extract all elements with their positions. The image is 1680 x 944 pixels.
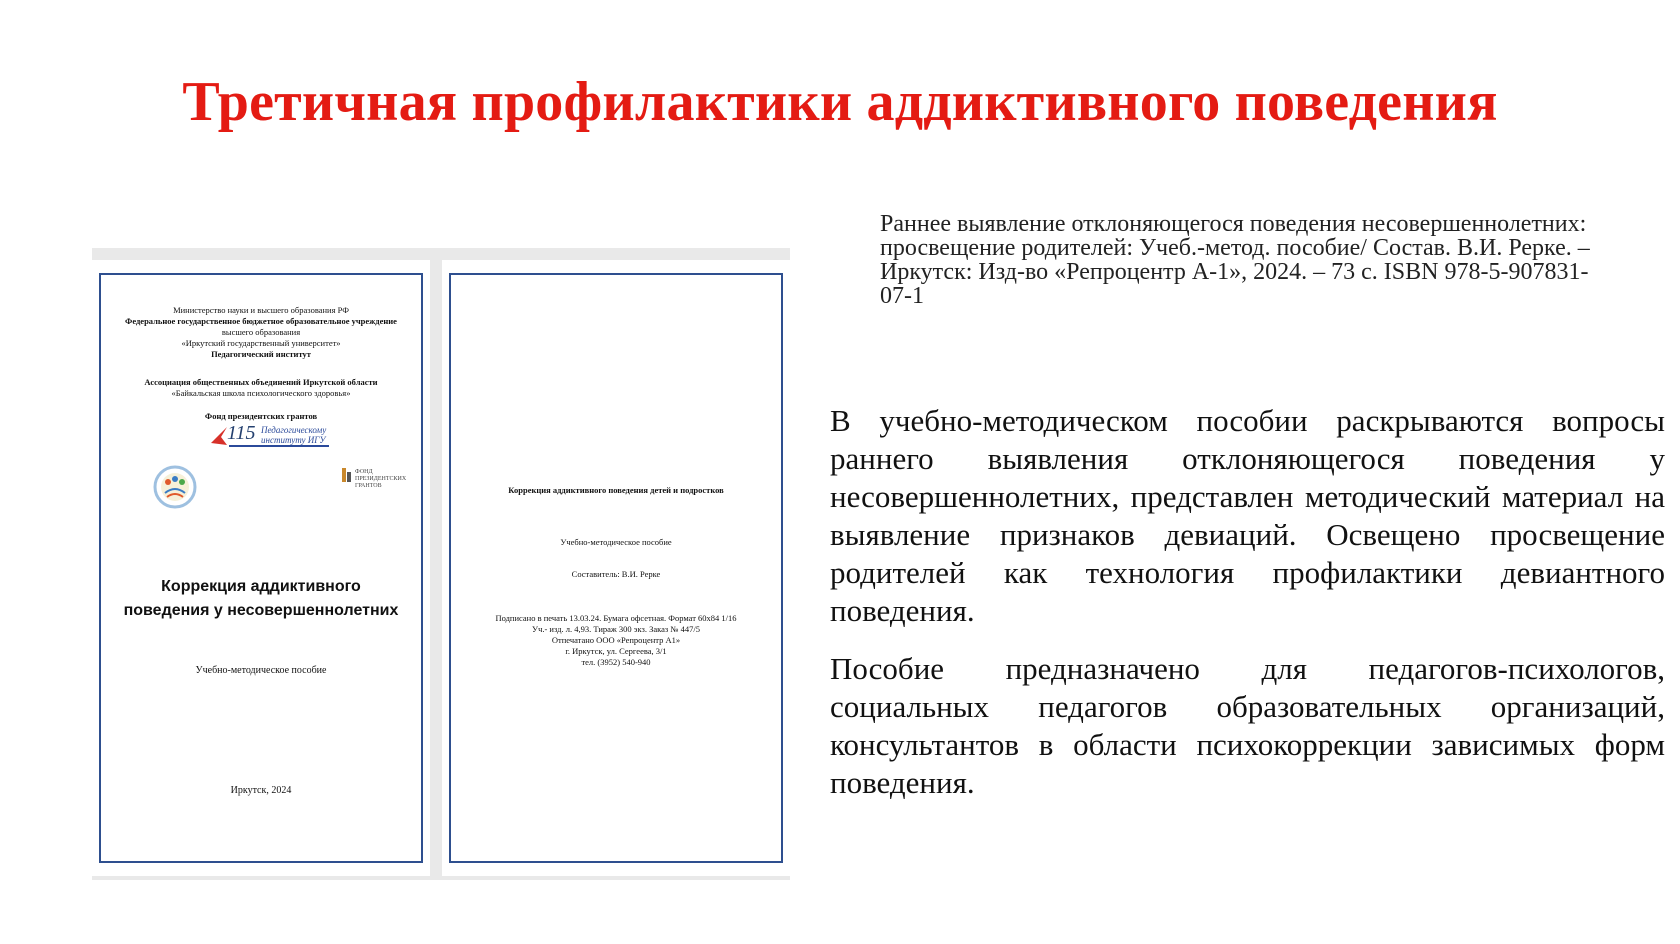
grants-fund-icon [341, 467, 353, 483]
cover-title-line: поведения у несовершеннолетних [123, 602, 399, 619]
baikal-school-emblem-icon [153, 465, 197, 509]
imprint-frame [449, 273, 783, 863]
logo-text-line: институту ИГУ [261, 435, 326, 445]
cover-title [101, 575, 421, 623]
cover-header-line: высшего образования [221, 327, 301, 337]
cover-header-line: Министерство науки и высшего образования РФ [173, 305, 349, 315]
imprint-compiler: Составитель: В.И. Рерке [571, 569, 661, 579]
cover-page [92, 260, 430, 876]
star-icon [209, 423, 229, 447]
cover-header [113, 305, 409, 360]
cover-association-line: «Байкальская школа психологического здоровья» [171, 388, 351, 398]
cover-association [113, 377, 409, 399]
book-citation: Раннее выявление отклоняющегося поведения несовершеннолетних: просвещение родителей: Учеб.-метод. пособие/ Состав. В.И. Рерке. – Иркутск: Изд-во «Репроцентр А-1», 2024. – 73 с. ISBN 978-5-907831-07-1 [880, 211, 1590, 309]
logo-underline [229, 445, 329, 449]
logo-row [101, 421, 421, 449]
cover-title-line: Коррекция аддиктивного [161, 578, 361, 595]
institute-115-logo [209, 423, 337, 447]
imprint-line: г. Иркутск, ул. Сергеева, 3/1 [565, 646, 667, 656]
cover-frame [99, 273, 423, 863]
cover-subtitle: Учебно-методическое пособие [195, 665, 327, 676]
cover-association-line: Ассоциация общественных объединений Иркутской области [144, 377, 378, 387]
grants-fund-text: ФОНД ПРЕЗИДЕНТСКИХ ГРАНТОВ [355, 469, 407, 489]
slide-title: Третичная профилактики аддиктивного поведения [182, 71, 1498, 133]
logo-text [261, 425, 326, 445]
cover-header-line: «Иркутский государственный университет» [181, 338, 341, 348]
cover-header-line: Педагогический институт [211, 349, 311, 359]
imprint-details [451, 613, 781, 668]
audience-paragraph: Пособие предназначено для педагогов-психологов, социальных педагогов образовательных организаций, консультантов в области психокоррекции зависимых форм поведения. [830, 651, 1665, 800]
grants-fund-logo [341, 467, 407, 489]
description-paragraph: В учебно-методическом пособии раскрываются вопросы раннего выявления отклоняющегося поведения у несовершеннолетних, представлен методический материал на выявление признаков девиаций. Освещено просвещение родителей как технология профилактики девиантного поведения. [830, 403, 1665, 628]
logo-number: 115 [227, 422, 256, 444]
cover-header-line: Федеральное государственное бюджетное образовательное учреждение [125, 316, 397, 326]
imprint-subtitle: Учебно-методическое пособие [560, 537, 672, 547]
imprint-page [442, 260, 790, 876]
imprint-title: Коррекция аддиктивного поведения детей и подростков [508, 485, 724, 495]
imprint-line: Уч.- изд. л. 4,93. Тираж 300 экз. Заказ № 447/5 [532, 624, 700, 634]
book-pages-image [92, 248, 790, 880]
logo-text-line: Педагогическому [261, 425, 327, 435]
imprint-line: тел. (3952) 540-940 [581, 657, 651, 667]
imprint-line: Отпечатано ООО «Репроцентр А1» [551, 635, 681, 645]
fund-label: Фонд президентских грантов [204, 411, 318, 421]
imprint-line: Подписано в печать 13.03.24. Бумага офсетная. Формат 60х84 1/16 [495, 613, 737, 623]
cover-city-year: Иркутск, 2024 [230, 785, 292, 796]
